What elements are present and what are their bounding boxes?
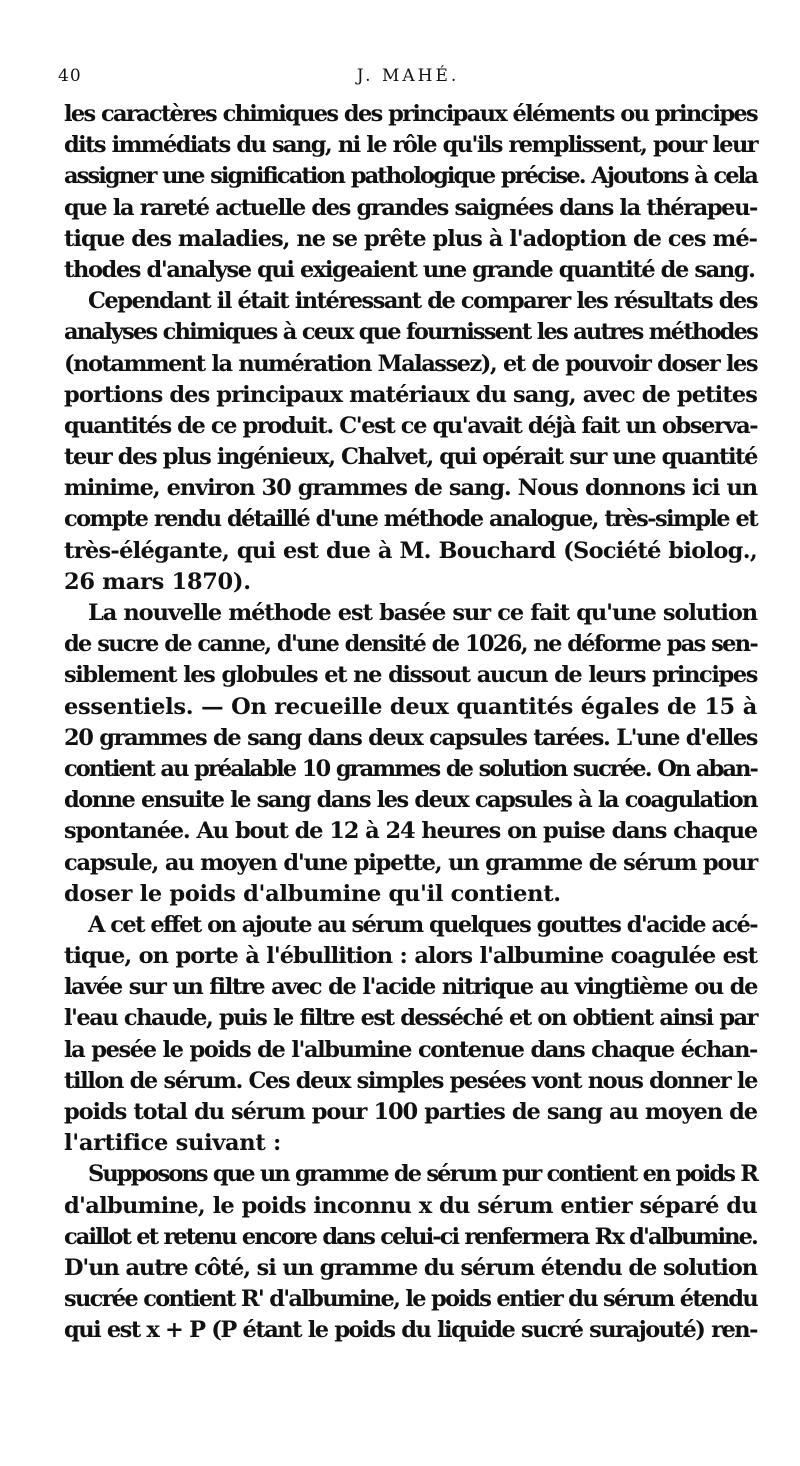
text-line: tillon de sérum. Ces deux simples pesées vont nous donner le: [64, 1067, 757, 1094]
text-line: Supposons que un gramme de sérum pur contient en poids R: [88, 1161, 757, 1188]
text-line: doser le poids d'albumine qu'il contient.: [64, 880, 561, 907]
text-line: essentiels. — On recueille deux quantités égales de 15 à: [64, 693, 757, 720]
text-line: dits immédiats du sang, ni le rôle qu'ils remplissent, pour leur: [64, 132, 757, 159]
text-line: donne ensuite le sang dans les deux capsules à la coagulation: [64, 787, 757, 814]
page-header: [58, 66, 758, 96]
text-line: contient au préalable 10 grammes de solution sucrée. On aban-: [64, 755, 757, 782]
text-line: caillot et retenu encore dans celui-ci renfermera Rx d'albumine.: [64, 1223, 757, 1250]
text-line: analyses chimiques à ceux que fournissent les autres méthodes: [64, 319, 757, 346]
text-line: teur des plus ingénieux, Chalvet, qui opérait sur une quantité: [64, 444, 758, 471]
text-line: l'artifice suivant :: [64, 1130, 282, 1157]
text-line: qui est x + P (P étant le poids du liquide sucré surajouté) ren-: [64, 1317, 757, 1344]
text-line: l'eau chaude, puis le filtre est desséché et on obtient ainsi par: [64, 1005, 757, 1032]
text-line: La nouvelle méthode est basée sur ce fait qu'une solution: [88, 600, 757, 626]
text-line: compte rendu détaillé d'une méthode analogue, très-simple et: [64, 506, 757, 533]
text-line: sucrée contient R' d'albumine, le poids entier du sérum étendu: [64, 1286, 757, 1313]
text-line: lavée sur un filtre avec de l'acide nitrique au vingtième ou de: [64, 974, 757, 1001]
text-line: Cependant il était intéressant de comparer les résultats des: [88, 288, 757, 315]
page-number: 40: [58, 66, 82, 86]
text-line: que la rareté actuelle des grandes saignées dans la thérapeu-: [64, 194, 757, 221]
text-line: assigner une signification pathologique précise. Ajoutons à cela: [64, 163, 757, 190]
text-line: quantités de ce produit. C'est ce qu'avait déjà fait un observa-: [64, 412, 758, 439]
text-line: les caractères chimiques des principaux éléments ou principes: [64, 101, 757, 127]
text-line: de sucre de canne, d'une densité de 1026, ne déforme pas sen-: [64, 631, 757, 658]
text-line: thodes d'analyse qui exigeaient une grande quantité de sang.: [64, 256, 755, 283]
text-line: 26 mars 1870).: [64, 568, 251, 595]
text-line: portions des principaux matériaux du sang, avec de petites: [64, 381, 757, 408]
text-line: poids total du sérum pour 100 parties de sang au moyen de: [64, 1099, 757, 1125]
text-line: siblement les globules et ne dissout aucun de leurs principes: [64, 662, 757, 689]
text-line: spontanée. Au bout de 12 à 24 heures on puise dans chaque: [64, 818, 757, 845]
text-line: la pesée le poids de l'albumine contenue dans chaque échan-: [64, 1036, 757, 1063]
text-line: D'un autre côté, si un gramme du sérum étendu de solution: [64, 1254, 758, 1281]
running-head: J. MAHÉ.: [356, 66, 460, 86]
body-text: [64, 99, 757, 1347]
text-line: 20 grammes de sang dans deux capsules tarées. L'une d'elles: [64, 724, 757, 751]
text-line: tique des maladies, ne se prête plus à l'adoption de ces mé-: [64, 225, 757, 252]
text-line: tique, on porte à l'ébullition : alors l'albumine coagulée est: [64, 943, 757, 970]
text-line: d'albumine, le poids inconnu x du sérum entier séparé du: [64, 1192, 757, 1219]
text-line: très-élégante, qui est due à M. Bouchard (Société biolog.,: [64, 537, 757, 564]
text-line: A cet effet on ajoute au sérum quelques gouttes d'acide acé-: [88, 911, 757, 938]
text-line: minime, environ 30 grammes de sang. Nous donnons ici un: [64, 475, 757, 502]
text-line: (notamment la numération Malassez), et de pouvoir doser les: [64, 350, 757, 377]
text-line: capsule, au moyen d'une pipette, un gramme de sérum pour: [64, 849, 757, 876]
